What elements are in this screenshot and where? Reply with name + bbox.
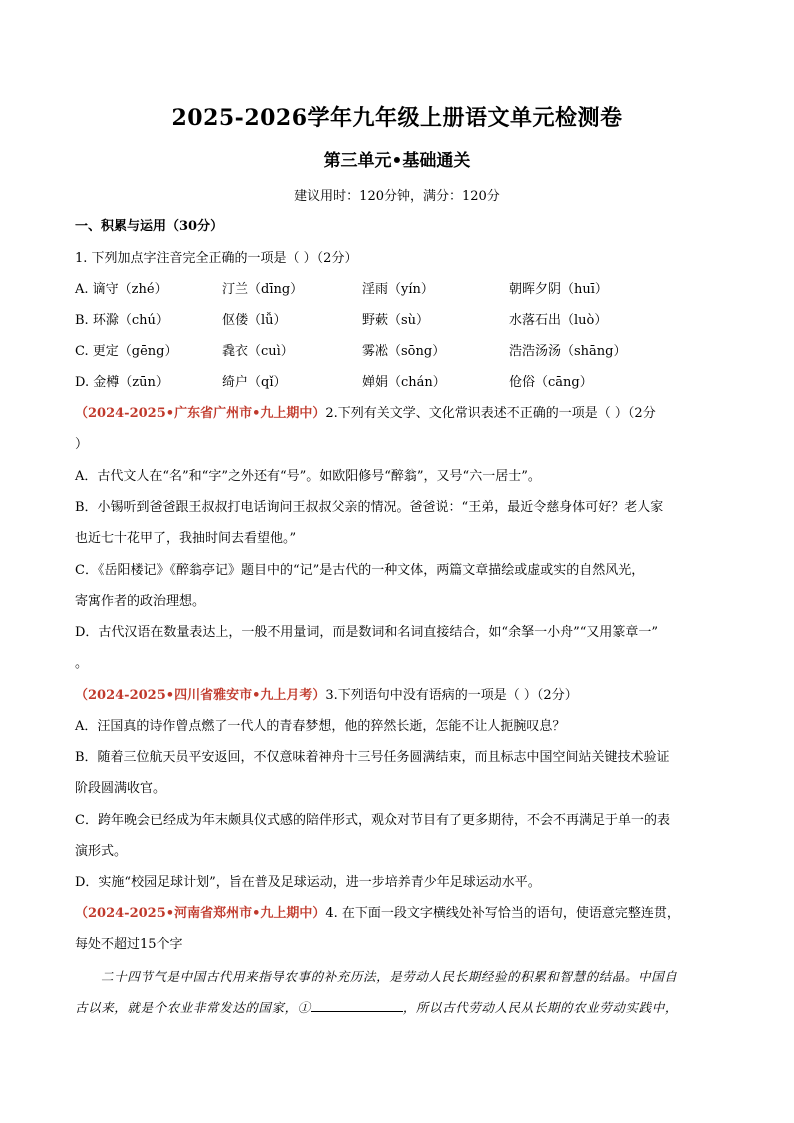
q3-option-d: D．实施“校园足球计划”，旨在普及足球运动，进一步培养青少年足球运动水平。 — [75, 875, 541, 890]
time-score-info: 建议用时：120分钟，满分：120分 — [294, 189, 500, 204]
q2-option-b-cont: 也近七十花甲了，我抽时间去看望他。” — [75, 531, 297, 546]
q4-passage-text: ，所以古代劳动人民从长期的农业劳动实践中， — [402, 1000, 678, 1015]
q2-option-c-cont: 寄寓作者的政治理想。 — [75, 594, 206, 609]
q2-option-c: C．《岳阳楼记》《醉翁亭记》题目中的“记”是古代的一种文体，两篇文章描绘或虚或实的自然风光， — [75, 563, 645, 578]
q1-option-c-4: 浩浩汤汤（shāng） — [509, 344, 627, 359]
q1-option-b-4: 水落石出（luò） — [509, 313, 608, 328]
q4-passage-line — [75, 999, 727, 1017]
q2-option-d: D．古代汉语在数量表达上，一般不用量词，而是数词和名词直接结合，如“余拏一小舟”“又用篆章一” — [75, 625, 659, 640]
q3-option-c: C．跨年晚会已经成为年末颇具仪式感的陪伴形式，观众对节目有了更多期待，不会不再满足于单一的表 — [75, 813, 670, 828]
q4-stem: 4. 在下面一段文字横线处补写恰当的语句，使语意完整连贯， — [325, 906, 680, 921]
q1-option-b-2: 伛偻（lǚ） — [222, 313, 287, 328]
q1-option-a-3: 淫雨（yín） — [362, 282, 434, 297]
q1-option-d-3: 婵娟（chán） — [362, 375, 446, 390]
q3-source: （2024-2025•四川省雅安市•九上月考） — [75, 688, 326, 703]
q3-option-c-cont: 演形式。 — [75, 844, 128, 859]
q1-option-b-3: 野蔌（sù） — [362, 313, 430, 328]
q2-source: （2024-2025•广东省广州市•九上期中） — [75, 406, 326, 421]
q2-option-d-cont: 。 — [75, 656, 89, 671]
q3-option-a: A．汪国真的诗作曾点燃了一代人的青春梦想，他的猝然长逝，怎能不让人扼腕叹息？ — [75, 719, 566, 734]
q1-option-b-1: B. 环滁（chú） — [75, 313, 169, 328]
q1-option-a-2: 汀兰（dīng） — [222, 282, 304, 297]
q1-option-c-3: 雾凇（sōng） — [362, 344, 446, 359]
q3-stem: 3.下列语句中没有语病的一项是（ ）（2分） — [325, 688, 578, 703]
q1-option-d-4: 伧俗（cāng） — [509, 375, 593, 390]
q2-option-a: A．古代文人在“名”和“字”之外还有“号”。如欧阳修号“醉翁”，又号“六一居士”。 — [75, 469, 541, 484]
q4-source: （2024-2025•河南省郑州市•九上期中） — [75, 906, 326, 921]
q2-stem-line — [75, 405, 725, 423]
q4-stem-cont: 每处不超过15个字 — [75, 937, 183, 952]
q1-option-a-4: 朝晖夕阴（huī） — [509, 282, 608, 297]
q1-option-c-2: 毳衣（cuì） — [222, 344, 294, 359]
q1-option-d-1: D. 金樽（zūn） — [75, 375, 169, 390]
section-heading: 一、积累与运用（30分） — [75, 219, 224, 234]
q2-stem: 2.下列有关文学、文化常识表述不正确的一项是（ ）（2分 — [325, 406, 656, 421]
exam-title: 2025-2026学年九年级上册语文单元检测卷 — [171, 105, 623, 131]
q2-stem-cont: ） — [75, 437, 89, 452]
q4-passage-line: 二十四节气是中国古代用来指导农事的补充历法，是劳动人民长期经验的积累和智慧的结晶。中国自 — [101, 969, 678, 984]
q1-option-d-2: 绮户（qǐ） — [222, 375, 287, 390]
q4-stem-line — [75, 905, 725, 923]
q1-option-c-1: C. 更定（gēng） — [75, 344, 178, 359]
q3-option-b-cont: 阶段圆满收官。 — [75, 781, 167, 796]
unit-subtitle: 第三单元•基础通关 — [323, 151, 471, 171]
q4-passage-text: 古以来，就是个农业非常发达的国家，① — [75, 1000, 311, 1015]
answer-blank[interactable] — [311, 999, 403, 1012]
q2-option-b: B．小锡听到爸爸跟王叔叔打电话询问王叔叔父亲的情况。爸爸说：“王弟，最近令慈身体可好？老人家 — [75, 500, 664, 515]
q1-option-a-1: A. 谪守（zhé） — [75, 282, 168, 297]
q1-stem: 1. 下列加点字注音完全正确的一项是（ ）（2分） — [75, 251, 358, 266]
q3-option-b: B．随着三位航天员平安返回，不仅意味着神舟十三号任务圆满结束，而且标志中国空间站关键技术验证 — [75, 750, 670, 765]
q3-stem-line — [75, 687, 725, 705]
